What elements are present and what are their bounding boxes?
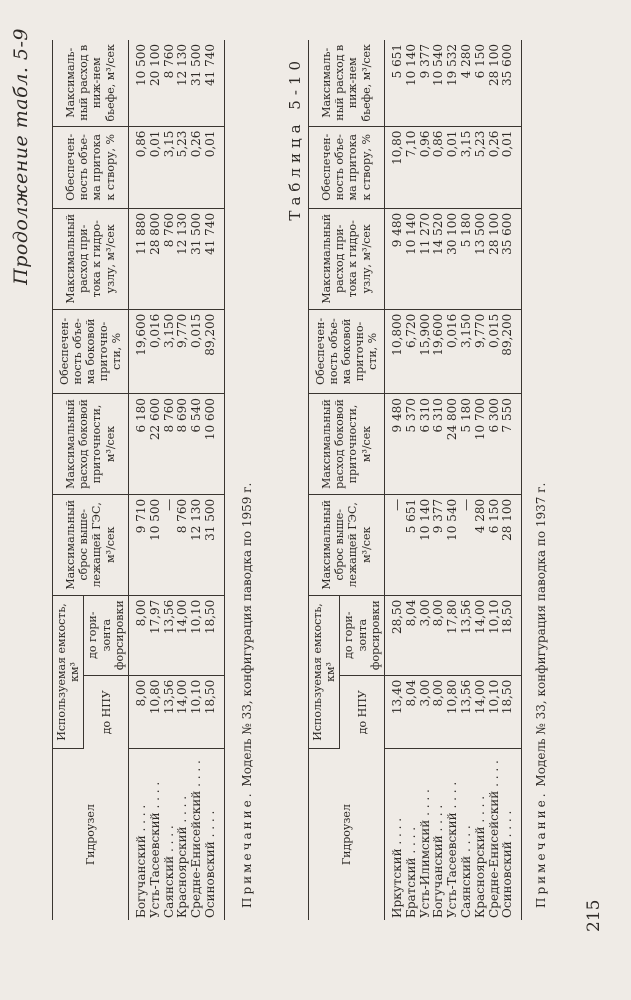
- node-name: [384, 749, 404, 920]
- cell-lat_sec: 15,900: [419, 309, 433, 393]
- cell-lat_sec: 9,770: [474, 309, 488, 393]
- cell-forcing: 13,56: [460, 595, 474, 675]
- cell-lower: 35 600: [501, 40, 521, 126]
- table-row: [488, 40, 502, 920]
- table-5-9-note: [240, 483, 254, 908]
- cell-upper: 10 540: [446, 494, 460, 595]
- cell-npu: 13,56: [460, 675, 474, 748]
- node-name: [405, 749, 419, 920]
- cell-lat_sec: 0,016: [446, 309, 460, 393]
- cell-lateral: 6 540: [190, 394, 204, 495]
- cell-upper: 9 377: [432, 494, 446, 595]
- cell-inflow: 13 500: [474, 208, 488, 309]
- cell-forcing: 8,04: [405, 595, 419, 675]
- node-name: [163, 749, 177, 920]
- cell-forcing: 13,56: [163, 595, 177, 675]
- cell-lat_sec: 19,600: [128, 309, 148, 393]
- leader-dots: . . . .: [175, 795, 190, 827]
- leader-dots: . . . .: [403, 826, 418, 858]
- cell-npu: 10,10: [190, 675, 204, 748]
- leader-dots: . . . .: [472, 795, 487, 827]
- cell-forcing: 28,50: [384, 595, 404, 675]
- header-lateral-security: Обеспечен-ность объе-ма боковой приточно-сти, %: [309, 309, 385, 393]
- node-name-text: Богучанский: [431, 835, 446, 918]
- cell-lateral: 5 370: [405, 394, 419, 495]
- cell-upper: 31 500: [204, 494, 224, 595]
- node-name: [149, 749, 163, 920]
- node-name-text: Красноярский: [175, 826, 190, 918]
- cell-inf_sec: 10,80: [384, 126, 404, 208]
- header-to-forcing: до гори-зонта форсировки: [84, 595, 129, 675]
- cell-lat_sec: 3,150: [460, 309, 474, 393]
- cell-npu: 10,10: [488, 675, 502, 748]
- cell-lat_sec: 19,600: [432, 309, 446, 393]
- cell-inflow: 10 140: [405, 208, 419, 309]
- cell-lower: 10 500: [128, 40, 148, 126]
- cell-forcing: 18,50: [501, 595, 521, 675]
- cell-npu: 13,56: [163, 675, 177, 748]
- cell-inflow: 5 180: [460, 208, 474, 309]
- leader-dots: . . . .: [431, 804, 446, 836]
- leader-dots: . . . .: [202, 810, 217, 842]
- table-row: [204, 40, 224, 920]
- table-5-10-title: Таблица 5-10: [286, 56, 304, 221]
- node-name-text: Средне-Енисейский: [189, 790, 204, 918]
- note-text: Модель № 33, конфигурация паводка по 1959 г.: [240, 482, 254, 787]
- table-5-10-body: [384, 40, 521, 920]
- cell-forcing: 14,00: [176, 595, 190, 675]
- table-row: [446, 40, 460, 920]
- table-5-10: [308, 40, 522, 920]
- node-name-text: Усть-Тасеевский: [445, 812, 460, 918]
- cell-lat_sec: 10,800: [384, 309, 404, 393]
- cell-inf_sec: 0,86: [128, 126, 148, 208]
- cell-inf_sec: 0,01: [501, 126, 521, 208]
- table-row: [163, 40, 177, 920]
- cell-inf_sec: 5,23: [474, 126, 488, 208]
- node-name-text: Иркутский: [389, 848, 404, 918]
- cell-lower: 10 140: [405, 40, 419, 126]
- cell-lat_sec: 9,770: [176, 309, 190, 393]
- cell-npu: 18,50: [204, 675, 224, 748]
- leader-dots: . . . .: [389, 817, 404, 849]
- cell-npu: 3,00: [419, 675, 433, 748]
- cell-inflow: 28 800: [149, 208, 163, 309]
- cell-lower: 10 540: [432, 40, 446, 126]
- cell-upper: 12 130: [190, 494, 204, 595]
- cell-lower: 12 130: [176, 40, 190, 126]
- header-capacity: Используемая емкость, км³: [309, 595, 340, 749]
- node-name: [176, 749, 190, 920]
- header-to-npu: до НПУ: [84, 675, 129, 748]
- cell-lat_sec: 89,200: [204, 309, 224, 393]
- cell-npu: 10,80: [149, 675, 163, 748]
- header-max-lower: Максималь-ный расход в ниж-нем бьефе, м³/сек: [309, 40, 385, 126]
- cell-forcing: 10,10: [488, 595, 502, 675]
- table-row: [128, 40, 148, 920]
- table-5-9-body: [128, 40, 224, 920]
- cell-lateral: 9 480: [384, 394, 404, 495]
- table-row: [419, 40, 433, 920]
- cell-lower: 9 377: [419, 40, 433, 126]
- cell-lower: 4 280: [460, 40, 474, 126]
- cell-forcing: 18,50: [204, 595, 224, 675]
- table-row: [432, 40, 446, 920]
- node-name-text: Осиновский: [500, 841, 515, 918]
- cell-lateral: 24 800: [446, 394, 460, 495]
- cell-inf_sec: 0,26: [190, 126, 204, 208]
- node-name: [128, 749, 148, 920]
- cell-inflow: 31 500: [190, 208, 204, 309]
- header-max-lower: Максималь-ный расход в ниж-нем бьефе, м³/сек: [53, 40, 129, 126]
- cell-lat_sec: 0,015: [190, 309, 204, 393]
- header-max-lateral: Максимальный расход боковой приточности, м³/сек: [309, 394, 385, 495]
- cell-npu: 8,00: [128, 675, 148, 748]
- cell-upper: —: [163, 494, 177, 595]
- cell-inflow: 8 760: [163, 208, 177, 309]
- note-label: Примечание.: [240, 790, 254, 908]
- leader-dots: . . . .: [189, 760, 204, 791]
- cell-forcing: 8,00: [432, 595, 446, 675]
- cell-lateral: 6 310: [419, 394, 433, 495]
- cell-inflow: 11 880: [128, 208, 148, 309]
- leader-dots: . . . .: [445, 781, 460, 813]
- header-inflow-security: Обеспечен-ность объе-ма притока к створу, %: [53, 126, 129, 208]
- table-row: [190, 40, 204, 920]
- table-row: [460, 40, 474, 920]
- page-number: 215: [584, 899, 604, 932]
- node-name-text: Усть-Тасеевский: [147, 812, 162, 918]
- cell-inf_sec: 0,96: [419, 126, 433, 208]
- cell-lat_sec: 89,200: [501, 309, 521, 393]
- cell-lower: 28 100: [488, 40, 502, 126]
- header-max-inflow-node: Максимальный расход при-тока к гидро-узлу, м³/сек: [309, 208, 385, 309]
- cell-npu: 13,40: [384, 675, 404, 748]
- cell-lower: 41 740: [204, 40, 224, 126]
- leader-dots: . . . .: [486, 760, 501, 791]
- table-5-10-note: [534, 483, 548, 908]
- header-capacity: Используемая емкость, км³: [53, 595, 84, 749]
- cell-upper: 9 710: [128, 494, 148, 595]
- cell-lateral: 10 700: [474, 394, 488, 495]
- cell-npu: 8,04: [405, 675, 419, 748]
- cell-lower: 20 100: [149, 40, 163, 126]
- header-inflow-security: Обеспечен-ность объе-ма притока к створу, %: [309, 126, 385, 208]
- leader-dots: . . . .: [500, 810, 515, 842]
- table-row: [405, 40, 419, 920]
- cell-npu: 8,00: [432, 675, 446, 748]
- node-name: [501, 749, 521, 920]
- cell-upper: 4 280: [474, 494, 488, 595]
- leader-dots: . . . .: [133, 804, 148, 836]
- table-row: [149, 40, 163, 920]
- node-name-text: Братский: [403, 857, 418, 918]
- cell-upper: 28 100: [501, 494, 521, 595]
- cell-forcing: 10,10: [190, 595, 204, 675]
- header-max-lateral: Максимальный расход боковой приточности, м³/сек: [53, 394, 129, 495]
- cell-inf_sec: 3,15: [460, 126, 474, 208]
- cell-lower: 6 150: [474, 40, 488, 126]
- cell-upper: —: [460, 494, 474, 595]
- cell-forcing: 14,00: [474, 595, 488, 675]
- cell-inflow: 41 740: [204, 208, 224, 309]
- table-row: [501, 40, 521, 920]
- node-name-text: Усть-Илимский: [417, 819, 432, 918]
- cell-npu: 14,00: [176, 675, 190, 748]
- cell-npu: 14,00: [474, 675, 488, 748]
- node-name-text: Средне-Енисейский: [486, 790, 501, 918]
- cell-inf_sec: 0,01: [446, 126, 460, 208]
- cell-inflow: 9 480: [384, 208, 404, 309]
- table-row: [176, 40, 190, 920]
- cell-lateral: 8 760: [163, 394, 177, 495]
- note-label: Примечание.: [534, 790, 548, 908]
- continuation-title: Продолжение табл. 5-9: [10, 28, 32, 285]
- header-max-discharge-upper: Максимальный сброс выше-лежащей ГЭС, м³/сек: [309, 494, 385, 595]
- node-name: [474, 749, 488, 920]
- header-to-npu: до НПУ: [340, 675, 385, 748]
- cell-upper: 10 500: [149, 494, 163, 595]
- node-name: [419, 749, 433, 920]
- cell-lat_sec: 0,016: [149, 309, 163, 393]
- leader-dots: . . . .: [458, 825, 473, 856]
- cell-lower: 8 760: [163, 40, 177, 126]
- cell-lateral: 6 310: [432, 394, 446, 495]
- cell-lateral: 22 600: [149, 394, 163, 495]
- cell-lateral: 7 550: [501, 394, 521, 495]
- cell-lateral: 6 180: [128, 394, 148, 495]
- table-row: [474, 40, 488, 920]
- header-node: Гидроузел: [53, 749, 129, 920]
- cell-inflow: 28 100: [488, 208, 502, 309]
- cell-lat_sec: 6,720: [405, 309, 419, 393]
- node-name-text: Саянский: [161, 855, 176, 918]
- cell-inf_sec: 0,86: [432, 126, 446, 208]
- node-name: [204, 749, 224, 920]
- cell-inflow: 11 270: [419, 208, 433, 309]
- cell-upper: 6 150: [488, 494, 502, 595]
- note-text: Модель № 33, конфигурация паводка по 1937 г.: [534, 482, 548, 787]
- node-name-text: Осиновский: [202, 841, 217, 918]
- node-name: [432, 749, 446, 920]
- cell-inflow: 35 600: [501, 208, 521, 309]
- table-row: [384, 40, 404, 920]
- cell-inflow: 12 130: [176, 208, 190, 309]
- cell-lower: 5 651: [384, 40, 404, 126]
- cell-lateral: 10 600: [204, 394, 224, 495]
- header-to-forcing: до гори-зонта форсировки: [340, 595, 385, 675]
- cell-lower: 31 500: [190, 40, 204, 126]
- cell-lat_sec: 3,150: [163, 309, 177, 393]
- node-name-text: Саянский: [458, 855, 473, 918]
- leader-dots: . . . .: [147, 781, 162, 813]
- header-max-discharge-upper: Максимальный сброс выше-лежащей ГЭС, м³/сек: [53, 494, 129, 595]
- node-name-text: Богучанский: [133, 835, 148, 918]
- leader-dots: . . . .: [161, 825, 176, 856]
- header-lateral-security: Обеспечен-ность объе-ма боковой приточно-сти, %: [53, 309, 129, 393]
- cell-lat_sec: 0,015: [488, 309, 502, 393]
- cell-upper: —: [384, 494, 404, 595]
- node-name: [488, 749, 502, 920]
- cell-forcing: 8,00: [128, 595, 148, 675]
- header-max-inflow-node: Максимальный расход при-тока к гидро-узлу, м³/сек: [53, 208, 129, 309]
- node-name: [190, 749, 204, 920]
- table-5-9-continued: [52, 40, 225, 920]
- cell-lateral: 6 300: [488, 394, 502, 495]
- cell-lateral: 5 180: [460, 394, 474, 495]
- cell-upper: 10 140: [419, 494, 433, 595]
- node-name: [446, 749, 460, 920]
- cell-inf_sec: 0,01: [204, 126, 224, 208]
- cell-forcing: 17,97: [149, 595, 163, 675]
- cell-npu: 10,80: [446, 675, 460, 748]
- node-name-text: Красноярский: [472, 826, 487, 918]
- cell-inf_sec: 0,26: [488, 126, 502, 208]
- cell-lower: 19 532: [446, 40, 460, 126]
- cell-inf_sec: 5,23: [176, 126, 190, 208]
- header-node: Гидроузел: [309, 749, 385, 920]
- cell-upper: 5 651: [405, 494, 419, 595]
- cell-inflow: 14 520: [432, 208, 446, 309]
- cell-forcing: 3,00: [419, 595, 433, 675]
- node-name: [460, 749, 474, 920]
- cell-upper: 8 760: [176, 494, 190, 595]
- leader-dots: . . . .: [417, 789, 432, 820]
- cell-lateral: 8 690: [176, 394, 190, 495]
- cell-forcing: 17,80: [446, 595, 460, 675]
- cell-inf_sec: 3,15: [163, 126, 177, 208]
- cell-inf_sec: 7,10: [405, 126, 419, 208]
- cell-npu: 18,50: [501, 675, 521, 748]
- cell-inf_sec: 0,01: [149, 126, 163, 208]
- cell-inflow: 30 100: [446, 208, 460, 309]
